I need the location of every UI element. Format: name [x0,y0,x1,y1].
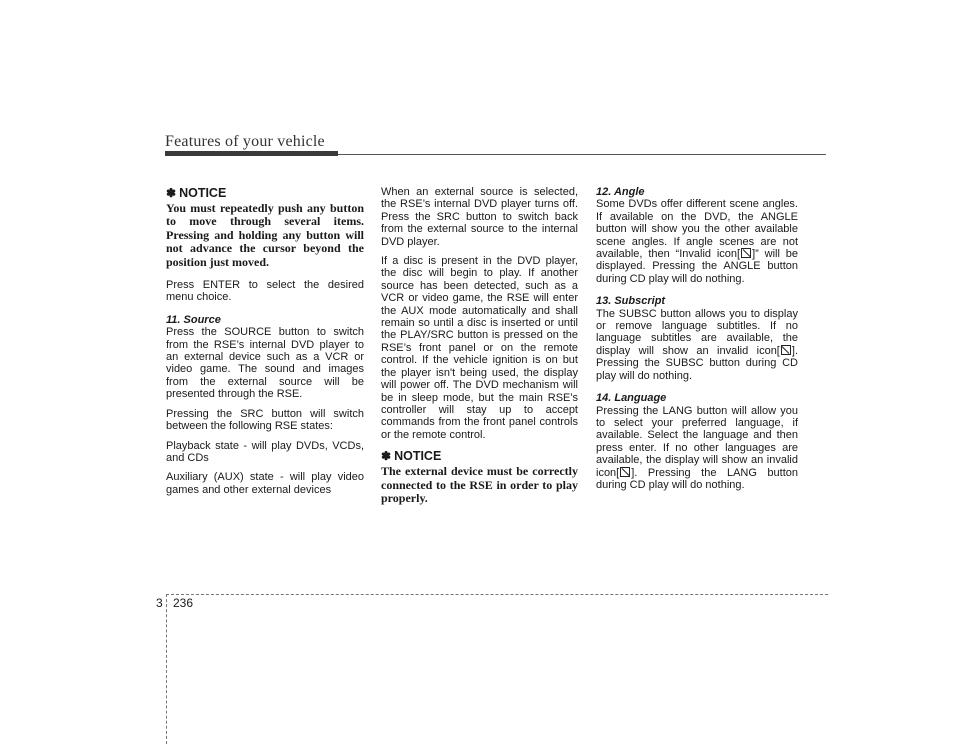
notice-body: You must repeatedly push any button to move through several items. Pressing and holding any button will not advance the cursor beyond the position just moved. [166,201,364,269]
column-left [166,186,364,503]
paragraph-enter: Press ENTER to select the desired menu choice. [166,279,364,304]
invalid-icon [620,467,630,477]
section-title-angle: 12. Angle [596,186,645,198]
language-text-a: Pressing the LANG button will allow you to select your preferred language, if available. Select the language and then press enter. If no other languages are available, the display will show an invalid icon[ [596,404,798,479]
angle-text-b: ]” will be displayed. Pressing the ANGLE button during CD play will do nothing. [596,248,798,285]
notice-heading [166,186,364,200]
page-header-title: Features of your vehicle [165,133,325,150]
chapter-number: 3 [156,596,163,610]
notice-star-icon: ✽ [381,449,392,464]
paragraph-external-source: When an external source is selected, the RSE’s internal DVD player turns off. Press the SRC button to switch back from the external source to the internal DVD player. [381,186,578,248]
paragraph-source-1: Press the SOURCE button to switch from the RSE’s internal DVD player to an external device such as a VCR or video game. The sound and images from the external source will be presented through the RSE. [166,326,364,401]
invalid-icon [741,248,751,258]
notice-label: NOTICE [179,186,227,200]
notice-heading-2 [381,449,578,463]
paragraph-subscript [596,308,798,382]
paragraph-disc-present: If a disc is present in the DVD player, the disc will begin to play. If another source has been detected, such as a VCR or video game, the RSE will enter the AUX mode automatically and shall remain so until a disc is inserted or until the PLAY/SRC button is pressed on the RSE’s front panel or on the remote control. If the vehicle ignition is on but the player isn't being used, the display will power off. The DVD mechanism will be in sleep mode, but the main RSE's controller will stay up to accept commands from the front panel controls or the remote control. [381,255,578,441]
paragraph-aux-state: Auxiliary (AUX) state - will play video games and other external devices [166,471,364,496]
footer-dashed-vertical [166,594,167,744]
paragraph-language [596,405,798,492]
column-right [596,186,798,498]
language-text-b: ]. Pressing the LANG button during CD play will do nothing. [596,466,798,491]
notice-star-icon: ✽ [166,186,177,200]
angle-text-a: Some DVDs offer different scene angles. If available on the DVD, the ANGLE button will show you the other available scene angles. If angle scenes are not available, then “Invalid icon[ [596,198,798,261]
header-accent-bar [165,151,338,156]
paragraph-source-2: Pressing the SRC button will switch between the following RSE states: [166,407,364,433]
section-title-source: 11. Source [166,313,221,326]
page-number: 236 [173,596,194,610]
paragraph-angle [596,198,798,285]
header-rule [338,154,826,155]
invalid-icon [781,345,791,355]
paragraph-playback-state: Playback state - will play DVDs, VCDs, and CDs [166,439,364,464]
notice-label: NOTICE [394,449,442,464]
notice-body-2: The external device must be correctly connected to the RSE in order to play properly. [381,464,578,505]
section-title-language: 14. Language [596,392,667,405]
subscript-text-a: The SUBSC button allows you to display or remove language subtitles. If no language subtitles are available, the display will show an invalid icon[ [596,307,798,357]
column-middle [381,186,578,505]
subscript-text-b: ]. Pressing the SUBSC button during CD play will do nothing. [596,344,798,382]
section-title-subscript: 13. Subscript [596,295,666,308]
footer-dashed-rule [166,594,828,595]
